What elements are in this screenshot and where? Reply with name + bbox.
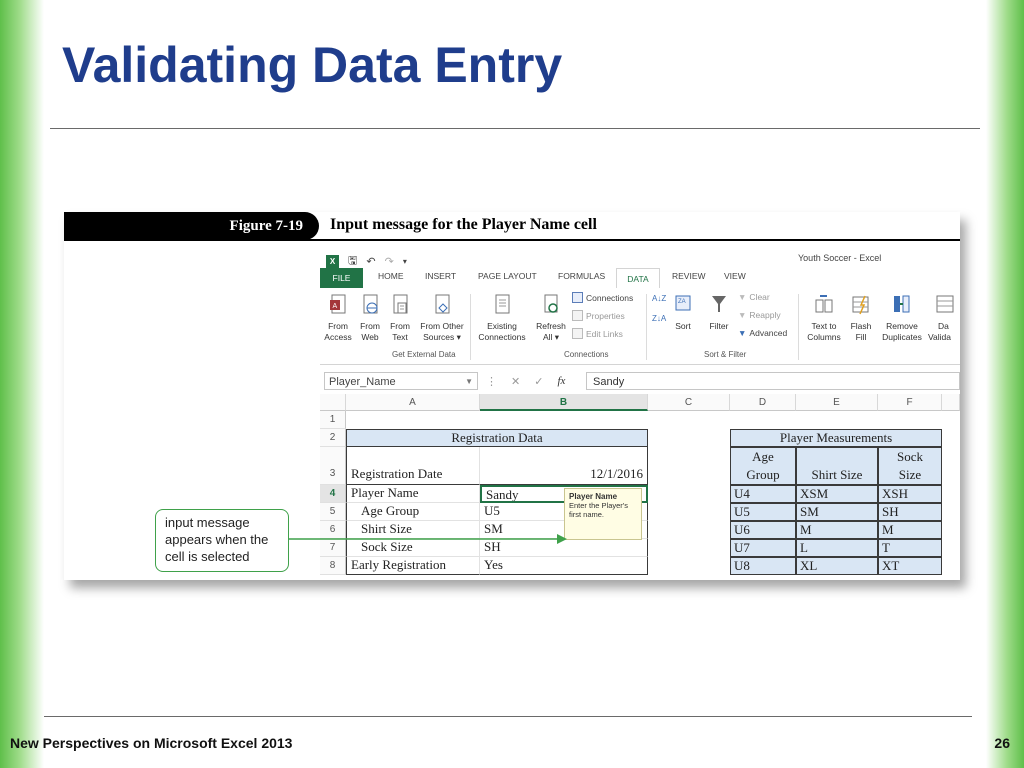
row-header-6[interactable]: 6 (320, 521, 346, 539)
cell-b3[interactable]: 12/1/2016 (480, 447, 648, 485)
column-header-a[interactable]: A (346, 394, 480, 411)
text-to-columns-icon (815, 294, 833, 316)
pm-cell[interactable]: M (796, 521, 878, 539)
column-header-d[interactable]: D (730, 394, 796, 411)
input-message-tooltip: Player Name Enter the Player's first name. (564, 488, 642, 540)
footer-text: New Perspectives on Microsoft Excel 2013 (10, 735, 293, 751)
column-header-c[interactable]: C (648, 394, 730, 411)
pm-cell[interactable]: L (796, 539, 878, 557)
pm-cell[interactable]: U6 (730, 521, 796, 539)
clear-filter-icon: ▼ (738, 292, 747, 302)
cell-b6[interactable]: SM (480, 521, 648, 539)
select-all-corner[interactable] (320, 394, 346, 411)
filter-button[interactable]: Filter (706, 294, 732, 332)
data-validation-icon (936, 294, 954, 316)
clear-button[interactable]: ▼ Clear (738, 292, 770, 302)
edit-links-icon (572, 328, 583, 339)
formula-controls (486, 372, 565, 390)
title-divider (50, 128, 980, 129)
figure-caption: Input message for the Player Name cell (330, 216, 597, 233)
access-icon (329, 294, 347, 316)
other-sources-icon (433, 294, 451, 316)
row-header-3[interactable]: 3 (320, 447, 346, 485)
cell-a5[interactable]: Age Group (346, 503, 480, 521)
more-icon: ⋮ (486, 375, 497, 388)
tab-view[interactable]: VIEW (724, 271, 746, 281)
figure-header-line (64, 239, 960, 241)
excel-window (320, 242, 960, 580)
left-green-bar (0, 0, 44, 768)
text-to-columns-button[interactable]: Text to Columns (804, 294, 844, 343)
data-validation-button[interactable]: Da Valida (928, 294, 960, 343)
pm-cell[interactable]: XL (796, 557, 878, 575)
connections-icon (572, 292, 583, 303)
properties-button[interactable]: Properties (572, 310, 625, 321)
row-header-2[interactable]: 2 (320, 429, 346, 447)
callout-box: input message appears when the cell is selected (155, 509, 289, 572)
properties-icon (572, 310, 583, 321)
shirt-size-header[interactable]: Shirt Size (796, 447, 878, 485)
save-icon[interactable]: 🖫 (348, 255, 358, 267)
row-header-7[interactable]: 7 (320, 539, 346, 557)
column-header-b[interactable]: B (480, 394, 648, 411)
cell-a7[interactable]: Sock Size (346, 539, 480, 557)
redo-icon[interactable]: ↷ (384, 256, 394, 268)
page-number: 26 (994, 735, 1010, 751)
tab-file[interactable]: FILE (320, 268, 363, 288)
pm-cell[interactable]: SH (878, 503, 942, 521)
slide-title: Validating Data Entry (62, 37, 563, 93)
figure-header (64, 212, 960, 240)
pm-cell[interactable]: SM (796, 503, 878, 521)
sort-za-icon: Z↓A (652, 314, 667, 323)
text-file-icon (391, 294, 409, 316)
ribbon-separator (646, 294, 647, 360)
player-measurements-header[interactable]: Player Measurements (730, 429, 942, 447)
figure-label: Figure 7-19 (64, 212, 319, 240)
tab-insert[interactable]: INSERT (425, 271, 457, 281)
sort-az-icon: A↓Z (652, 294, 667, 303)
pm-cell[interactable]: XT (878, 557, 942, 575)
pm-cell[interactable]: U4 (730, 485, 796, 503)
svg-text:A: A (332, 303, 338, 310)
cell-a8[interactable]: Early Registration (346, 557, 480, 575)
worksheet-grid (320, 394, 960, 580)
name-box-dropdown-icon[interactable]: ▼ (465, 377, 473, 386)
customize-qa-icon[interactable]: ▾ (402, 257, 407, 266)
cell-a6[interactable]: Shirt Size (346, 521, 480, 539)
sock-size-header[interactable]: Sock Size (878, 447, 942, 485)
filter-funnel-icon (710, 294, 728, 316)
pm-cell[interactable]: U7 (730, 539, 796, 557)
sort-icon (674, 294, 692, 316)
flash-fill-icon (852, 294, 870, 316)
cell-a3[interactable]: Registration Date (346, 447, 480, 485)
cell-b7[interactable]: SH (480, 539, 648, 557)
cell-b4-selected[interactable]: Sandy (480, 485, 648, 503)
ribbon-tabs (320, 268, 960, 289)
group-label-connections: Connections (564, 350, 609, 359)
right-green-bar (986, 0, 1024, 768)
undo-icon[interactable]: ↶ (366, 256, 376, 268)
from-web-button[interactable]: From Web (356, 294, 384, 343)
cell-b8[interactable]: Yes (480, 557, 648, 575)
reapply-icon: ▼ (738, 310, 747, 320)
pm-cell[interactable]: T (878, 539, 942, 557)
column-header-g[interactable] (942, 394, 960, 411)
insert-function-icon[interactable]: fx (557, 375, 566, 387)
connections-button[interactable]: Connections (572, 292, 633, 303)
ribbon-separator (470, 294, 471, 360)
row-header-4[interactable]: 4 (320, 485, 346, 503)
from-other-sources-button[interactable]: From Other Sources ▾ (416, 294, 468, 343)
flash-fill-button[interactable]: Flash Fill (848, 294, 874, 343)
name-box[interactable]: Player_Name ▼ (324, 372, 478, 390)
pm-cell[interactable]: U8 (730, 557, 796, 575)
existing-connections-icon (493, 294, 511, 316)
callout-arrow (289, 532, 569, 546)
cancel-icon[interactable]: ✕ (511, 375, 521, 388)
column-header-f[interactable]: F (878, 394, 942, 411)
row-header-5[interactable]: 5 (320, 503, 346, 521)
row-header-8[interactable]: 8 (320, 557, 346, 575)
web-icon (361, 294, 379, 316)
row-header-1[interactable]: 1 (320, 411, 346, 429)
sort-za-button[interactable] (652, 314, 666, 323)
ribbon-separator (798, 294, 799, 360)
advanced-button[interactable]: ▼ Advanced (738, 328, 788, 338)
pm-cell[interactable]: XSM (796, 485, 878, 503)
from-access-button[interactable]: A From Access (322, 294, 354, 343)
column-header-e[interactable]: E (796, 394, 878, 411)
group-label-get-external: Get External Data (392, 350, 456, 359)
data-ribbon (320, 288, 960, 365)
cell-a4[interactable]: Player Name (346, 485, 480, 503)
enter-icon[interactable]: ✓ (534, 375, 544, 388)
tab-data[interactable]: DATA (616, 268, 660, 289)
cell-b5[interactable]: U5 (480, 503, 648, 521)
existing-connections-button[interactable]: Existing Connections (474, 294, 530, 343)
formula-bar (320, 372, 960, 392)
formula-input[interactable]: Sandy (586, 372, 960, 390)
window-title: Youth Soccer - Excel (798, 253, 882, 263)
pm-cell[interactable]: U5 (730, 503, 796, 521)
svg-text:ZA: ZA (678, 299, 686, 305)
edit-links-button[interactable]: Edit Links (572, 328, 623, 339)
from-text-button[interactable]: From Text (386, 294, 414, 343)
tab-review[interactable]: REVIEW (672, 271, 706, 281)
tab-page-layout[interactable]: PAGE LAYOUT (478, 271, 537, 281)
reapply-button[interactable]: ▼ Reapply (738, 310, 781, 320)
tab-home[interactable]: HOME (378, 271, 404, 281)
refresh-all-button[interactable]: Refresh All ▾ (534, 294, 568, 343)
sort-az-button[interactable] (652, 294, 666, 303)
advanced-filter-icon: ▼ (738, 328, 747, 338)
refresh-icon (542, 294, 560, 316)
registration-data-header[interactable]: Registration Data (346, 429, 648, 447)
tab-formulas[interactable]: FORMULAS (558, 271, 606, 281)
remove-duplicates-button[interactable]: Remove Duplicates (878, 294, 926, 343)
excel-logo-icon: X (326, 255, 339, 268)
pm-cell[interactable]: M (878, 521, 942, 539)
remove-duplicates-icon (893, 294, 911, 316)
age-group-header[interactable]: Age Group (730, 447, 796, 485)
footer-divider (44, 716, 972, 717)
group-label-sort-filter: Sort & Filter (704, 350, 747, 359)
pm-cell[interactable]: XSH (878, 485, 942, 503)
sort-button[interactable]: ZA Sort (670, 294, 696, 332)
